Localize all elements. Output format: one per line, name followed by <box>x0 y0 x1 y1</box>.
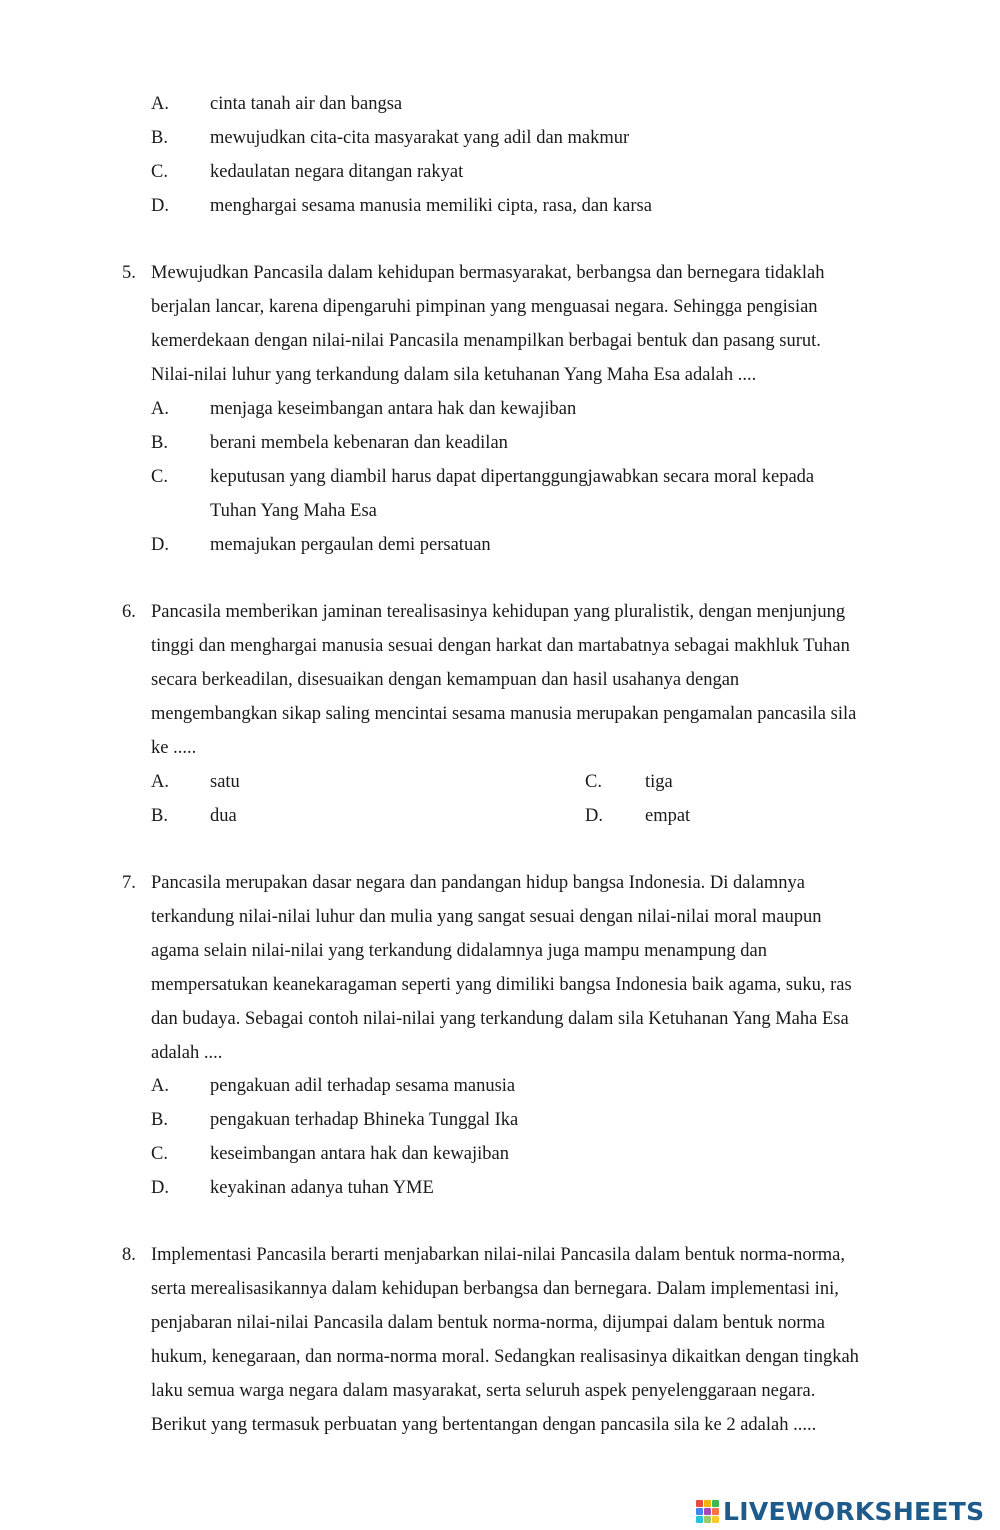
option-a[interactable]: cinta tanah air dan bangsa <box>210 94 403 114</box>
option-b[interactable]: dua <box>210 806 237 826</box>
question-text-line: dan budaya. Sebagai contoh nilai-nilai yang terkandung dalam sila Ketuhanan Yang Maha Esa <box>151 1009 849 1029</box>
option-d[interactable]: keyakinan adanya tuhan YME <box>210 1178 434 1198</box>
option-letter-c: C. <box>151 467 168 487</box>
logo-cell <box>712 1508 719 1515</box>
question-number: 8. <box>122 1245 136 1265</box>
option-letter-b: B. <box>151 128 168 148</box>
option-letter-a: A. <box>151 772 169 792</box>
question-text-line: Nilai-nilai luhur yang terkandung dalam sila ketuhanan Yang Maha Esa adalah .... <box>151 365 757 385</box>
option-letter-c: C. <box>151 162 168 182</box>
question-text-line: Mewujudkan Pancasila dalam kehidupan bermasyarakat, berbangsa dan bernegara tidaklah <box>151 263 825 283</box>
option-a[interactable]: menjaga keseimbangan antara hak dan kewajiban <box>210 399 577 419</box>
question-text-line: agama selain nilai-nilai yang terkandung didalamnya juga mampu menampung dan <box>151 941 767 961</box>
question-text-line: ke ..... <box>151 738 197 758</box>
question-text-line: Pancasila merupakan dasar negara dan pandangan hidup bangsa Indonesia. Di dalamnya <box>151 873 805 893</box>
option-letter-b: B. <box>151 1110 168 1130</box>
option-letter-d: D. <box>585 806 603 826</box>
logo-cell <box>704 1500 711 1507</box>
question-text-line: Berikut yang termasuk perbuatan yang bertentangan dengan pancasila sila ke 2 adalah ..... <box>151 1415 817 1435</box>
option-c[interactable]: keseimbangan antara hak dan kewajiban <box>210 1144 509 1164</box>
question-number: 5. <box>122 263 136 283</box>
question-text-line: tinggi dan menghargai manusia sesuai dengan harkat dan martabatnya sebagai makhluk Tuhan <box>151 636 850 656</box>
option-b[interactable]: pengakuan terhadap Bhineka Tunggal Ika <box>210 1110 519 1130</box>
option-b[interactable]: mewujudkan cita-cita masyarakat yang adil dan makmur <box>210 128 630 148</box>
option-c[interactable]: tiga <box>645 772 673 792</box>
question-text-line: adalah .... <box>151 1043 223 1063</box>
option-c[interactable]: keputusan yang diambil harus dapat dipertanggungjawabkan secara moral kepada <box>210 467 815 487</box>
question-text-line: Implementasi Pancasila berarti menjabarkan nilai-nilai Pancasila dalam bentuk norma-norma, <box>151 1245 846 1265</box>
logo-cell <box>696 1516 703 1523</box>
option-b[interactable]: berani membela kebenaran dan keadilan <box>210 433 508 453</box>
option-letter-a: A. <box>151 1076 169 1096</box>
option-letter-c: C. <box>151 1144 168 1164</box>
question-text-line: penjabaran nilai-nilai Pancasila dalam bentuk norma-norma, dijumpai dalam bentuk norma <box>151 1313 826 1333</box>
option-letter-d: D. <box>151 535 169 555</box>
question-text-line: serta merealisasikannya dalam kehidupan berbangsa dan bernegara. Dalam implementasi ini, <box>151 1279 839 1299</box>
option-d[interactable]: memajukan pergaulan demi persatuan <box>210 535 491 555</box>
question-text-line: secara berkeadilan, disesuaikan dengan kemampuan dan hasil usahanya dengan <box>151 670 740 690</box>
option-c-continued[interactable]: Tuhan Yang Maha Esa <box>210 501 377 521</box>
question-text-line: berjalan lancar, karena dipengaruhi pimpinan yang menguasai negara. Sehingga pengisian <box>151 297 818 317</box>
logo-text: LIVEWORKSHEETS <box>723 1496 985 1526</box>
option-letter-a: A. <box>151 94 169 114</box>
option-letter-c: C. <box>585 772 602 792</box>
question-text-line: terkandung nilai-nilai luhur dan mulia yang sangat sesuai dengan nilai-nilai moral maupun <box>151 907 822 927</box>
option-letter-d: D. <box>151 196 169 216</box>
question-text-line: kemerdekaan dengan nilai-nilai Pancasila menampilkan berbagai bentuk dan pasang surut. <box>151 331 821 351</box>
question-text-line: mengembangkan sikap saling mencintai sesama manusia merupakan pengamalan pancasila sila <box>151 704 857 724</box>
logo-cell <box>704 1516 711 1523</box>
logo-cell <box>712 1516 719 1523</box>
logo-cell <box>712 1500 719 1507</box>
question-text-line: laku semua warga negara dalam masyarakat, serta seluruh aspek penyelenggaraan negara. <box>151 1381 816 1401</box>
option-letter-b: B. <box>151 806 168 826</box>
logo-cell <box>696 1508 703 1515</box>
question-number: 6. <box>122 602 136 622</box>
question-text-line: mempersatukan keanekaragaman seperti yang dimiliki bangsa Indonesia baik agama, suku, ras <box>151 975 852 995</box>
question-number: 7. <box>122 873 136 893</box>
logo-grid-icon <box>696 1500 719 1523</box>
option-a[interactable]: satu <box>210 772 240 792</box>
option-letter-d: D. <box>151 1178 169 1198</box>
question-text-line: hukum, kenegaraan, dan norma-norma moral. Sedangkan realisasinya dikaitkan dengan tingkah <box>151 1347 859 1367</box>
option-letter-b: B. <box>151 433 168 453</box>
logo-cell <box>696 1500 703 1507</box>
option-c[interactable]: kedaulatan negara ditangan rakyat <box>210 162 464 182</box>
logo-cell <box>704 1508 711 1515</box>
liveworksheets-logo[interactable] <box>696 1494 984 1528</box>
question-text-line: Pancasila memberikan jaminan terealisasinya kehidupan yang pluralistik, dengan menjunjung <box>151 602 846 622</box>
option-a[interactable]: pengakuan adil terhadap sesama manusia <box>210 1076 516 1096</box>
option-d[interactable]: menghargai sesama manusia memiliki cipta, rasa, dan karsa <box>210 196 652 216</box>
option-d[interactable]: empat <box>645 806 691 826</box>
option-letter-a: A. <box>151 399 169 419</box>
